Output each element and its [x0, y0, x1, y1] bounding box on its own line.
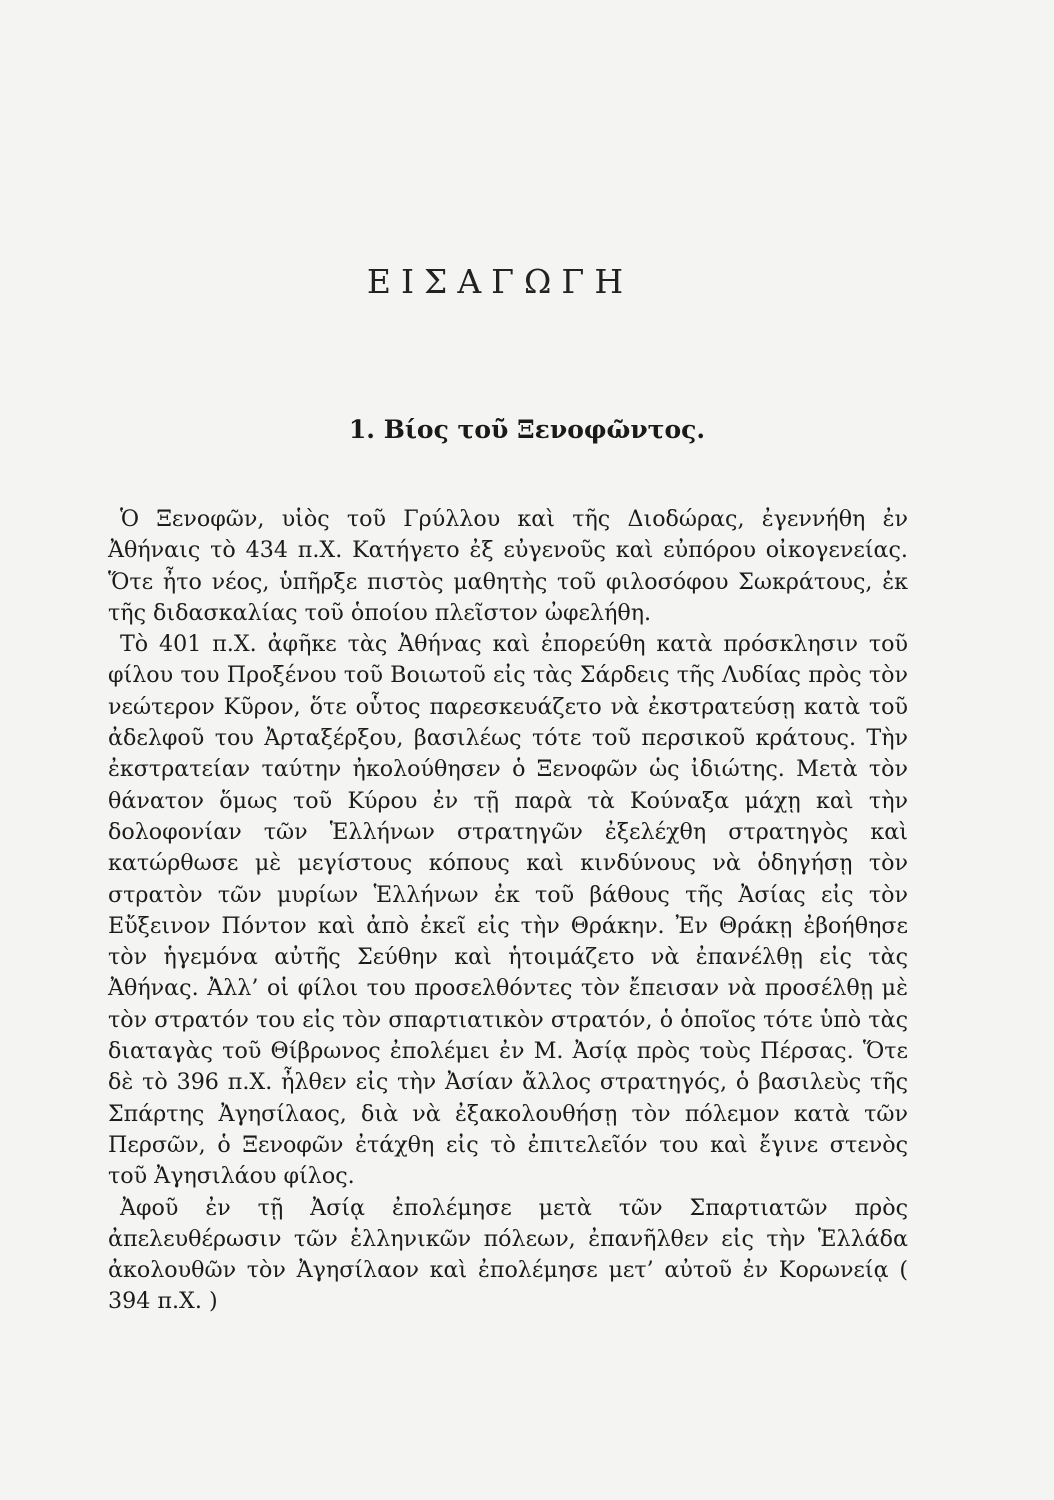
body-text	[108, 504, 908, 1318]
paragraph-2: Τὸ 401 π.Χ. ἀφῆκε τὰς Ἀθήνας καὶ ἐπορεύθη κατὰ πρόσκλησιν τοῦ φίλου του Προξένου τοῦ Βοιωτοῦ εἰς τὰς Σάρδεις τῆς Λυδίας πρὸς τὸν νεώτερον Κῦρον, ὅτε οὗτος παρεσκευάζετο νὰ ἐκστρατεύσῃ κατὰ τοῦ ἀδελφοῦ του Ἀρταξέρξου, βασιλέως τότε τοῦ περσικοῦ κράτους. Τὴν ἐκστρατείαν ταύτην ἠκολούθησεν ὁ Ξενοφῶν ὡς ἰδιώτης. Μετὰ τὸν θάνατον ὅμως τοῦ Κύρου ἐν τῇ παρὰ τὰ Κούναξα μάχῃ καὶ τὴν δολοφονίαν τῶν Ἑλλήνων στρατηγῶν ἐξελέχθη στρατηγὸς καὶ κατώρθωσε μὲ μεγίστους κόπους καὶ κινδύνους νὰ ὁδηγήσῃ τὸν στρατὸν τῶν μυρίων Ἑλλήνων ἐκ τοῦ βάθους τῆς Ἀσίας εἰς τὸν Εὔξεινον Πόντον καὶ ἀπὸ ἐκεῖ εἰς τὴν Θράκην. Ἐν Θράκῃ ἐβοήθησε τὸν ἡγεμόνα αὐτῆς Σεύθην καὶ ἡτοιμάζετο νὰ ἐπανέλθῃ εἰς τὰς Ἀθήνας. Ἀλλ’ οἱ φίλοι του προσελθόντες τὸν ἔπεισαν νὰ προσέλθῃ μὲ τὸν στρατόν του εἰς τὸν σπαρτιατικὸν στρατόν, ὁ ὁποῖος τότε ὑπὸ τὰς διαταγὰς τοῦ Θίβρωνος ἐπολέμει ἐν Μ. Ἀσίᾳ πρὸς τοὺς Πέρσας. Ὅτε δὲ τὸ 396 π.Χ. ἦλθεν εἰς τὴν Ἀσίαν ἄλλος στρατηγός, ὁ βασιλεὺς τῆς Σπάρτης Ἀγησίλαος, διὰ νὰ ἐξακολουθήσῃ τὸν πόλεμον κατὰ τῶν Περσῶν, ὁ Ξενοφῶν ἐτάχθη εἰς τὸ ἐπιτελεῖόν του καὶ ἔγινε στενὸς τοῦ Ἀγησιλάου φίλος.	[108, 631, 908, 1190]
paragraph-1: Ὁ Ξενοφῶν, υἱὸς τοῦ Γρύλλου καὶ τῆς Διοδώρας, ἐγεννήθη ἐν Ἀθήναις τὸ 434 π.Χ. Κατήγετο ἐξ εὐγενοῦς καὶ εὐπόρου οἰκογενείας. Ὅτε ἦτο νέος, ὑπῆρξε πιστὸς μαθητὴς τοῦ φιλοσόφου Σωκράτους, ἐκ τῆς διδασκαλίας τοῦ ὁποίου πλεῖστον ὠφελήθη.	[108, 506, 908, 626]
section-heading: 1. Βίος τοῦ Ξενοφῶντος.	[348, 415, 706, 444]
chapter-title: ΕΙΣΑΓΩΓΗ	[366, 262, 634, 301]
paragraph-3: Ἀφοῦ ἐν τῇ Ἀσίᾳ ἐπολέμησε μετὰ τῶν Σπαρτιατῶν πρὸς ἀπελευθέρωσιν τῶν ἑλληνικῶν πόλεων, ἐπανῆλθεν εἰς τὴν Ἑλλάδα ἀκολουθῶν τὸν Ἀγησίλαον καὶ ἐπολέμησε μετ’ αὐτοῦ ἐν Κορωνείᾳ ( 394 π.Χ. )	[108, 1194, 908, 1315]
